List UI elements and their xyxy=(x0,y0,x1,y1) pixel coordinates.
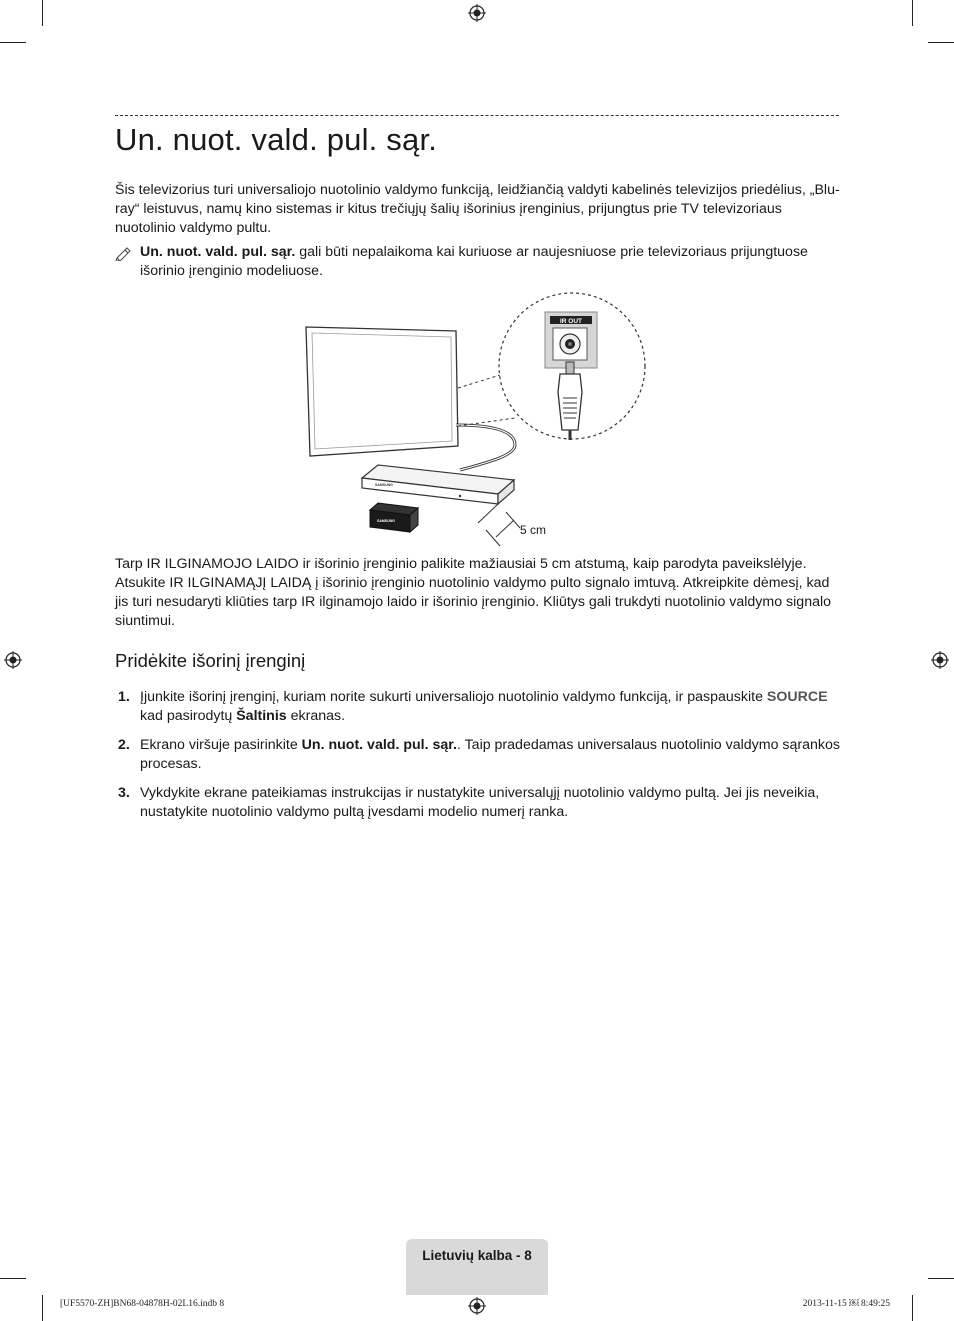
step-number: 1. xyxy=(118,689,130,705)
external-device-illustration xyxy=(362,465,514,504)
receiver-brand: SAMSUNG xyxy=(377,519,395,523)
body-paragraph: Tarp IR ILGINAMOJO LAIDO ir išorinio įrenginio palikite mažiausiai 5 cm atstumą, kaip parodyta paveikslėlyje. Atsukite IR ILGINAMĄJĮ LAIDĄ į išorinio įrenginio nuotolinio valdymo pulto signalo imtuvą. Atkreipkite dėmesį, kad jis turi nesudaryti kliūties tarp IR ilginamojo laido ir išorinio įrenginio. Kliūtys gali trukdyti nuotolinio valdymo signalo siuntimui. xyxy=(115,556,832,629)
registration-mark-icon xyxy=(4,651,22,669)
crop-mark xyxy=(912,0,913,26)
crop-mark xyxy=(0,1278,26,1279)
crop-mark xyxy=(928,1278,954,1279)
pencil-icon xyxy=(115,245,133,261)
ir-blaster-illustration xyxy=(370,503,418,532)
step-term: Un. nuot. vald. pul. sąr. xyxy=(301,737,457,753)
title-divider xyxy=(115,115,839,116)
crop-mark xyxy=(42,1295,43,1321)
crop-mark xyxy=(0,42,26,43)
distance-label: 5 cm xyxy=(520,523,547,537)
print-footer-right: 2013-11-15 ￼ 8:49:25 xyxy=(802,1299,890,1309)
list-item xyxy=(115,784,840,822)
crop-mark xyxy=(928,42,954,43)
page-title: Un. nuot. vald. pul. sąr. xyxy=(115,122,438,157)
step-term: Šaltinis xyxy=(236,708,287,724)
step-text: . Taip pradedamas universalaus nuotolinio valdymo sąrankos procesas. xyxy=(140,737,840,772)
step-text: ekranas. xyxy=(286,708,346,724)
tv-illustration xyxy=(306,327,458,456)
step-text: kad pasirodytų xyxy=(140,708,237,724)
crop-mark xyxy=(42,0,43,26)
step-number: 2. xyxy=(118,737,130,753)
intro-paragraph: Šis televizorius turi universaliojo nuotolinio valdymo funkciją, leidžiančią valdyti kabelinės televizijos priedėlius, „Blu-ray“ leistuvus, namų kino sistemas ir kitus trečiųjų šalių išorinius įrenginius, prijungtus prie TV televizoriaus nuotolinio valdymo pultu. xyxy=(115,182,840,236)
list-item xyxy=(115,688,840,726)
source-button-label: SOURCE xyxy=(766,689,828,705)
ir-out-port xyxy=(545,312,597,368)
ir-connection-diagram xyxy=(300,290,660,550)
page-number-tab xyxy=(406,1239,548,1295)
list-item xyxy=(115,736,840,774)
distance-marker xyxy=(478,504,546,546)
step-text: Įjunkite išorinį įrenginį, kuriam norite sukurti universaliojo nuotolinio valdymo funkciją, ir paspauskite xyxy=(140,689,767,705)
page-label: Lietuvių kalba - 8 xyxy=(422,1248,532,1263)
ir-plug xyxy=(558,362,582,440)
note-text: gali būti nepalaikoma kai kuriuose ar naujesniuose prie televizoriaus prijungtuose išorinio įrenginio modeliuose. xyxy=(140,244,808,279)
print-footer-left: [UF5570-ZH]BN68-04878H-02L16.indb 8 xyxy=(60,1299,225,1309)
steps-list xyxy=(115,688,840,832)
note-term: Un. nuot. vald. pul. sąr. xyxy=(140,244,296,260)
section-heading: Pridėkite išorinį įrenginį xyxy=(115,650,306,671)
step-text: Vykdykite ekrane pateikiamas instrukcijas ir nustatykite universalųjį nuotolinio valdymo pultą. Jei jis neveikia, nustatykite nuotolinio valdymo pultą įvesdami modelio numerį ranka. xyxy=(140,785,820,820)
registration-mark-icon xyxy=(468,1297,486,1315)
step-number: 3. xyxy=(118,785,130,801)
registration-mark-icon xyxy=(468,4,486,22)
ir-out-label: IR OUT xyxy=(559,317,583,325)
device-brand: SAMSUNG xyxy=(375,483,393,487)
step-text: Ekrano viršuje pasirinkite xyxy=(140,737,302,753)
crop-mark xyxy=(912,1295,913,1321)
registration-mark-icon xyxy=(931,651,949,669)
